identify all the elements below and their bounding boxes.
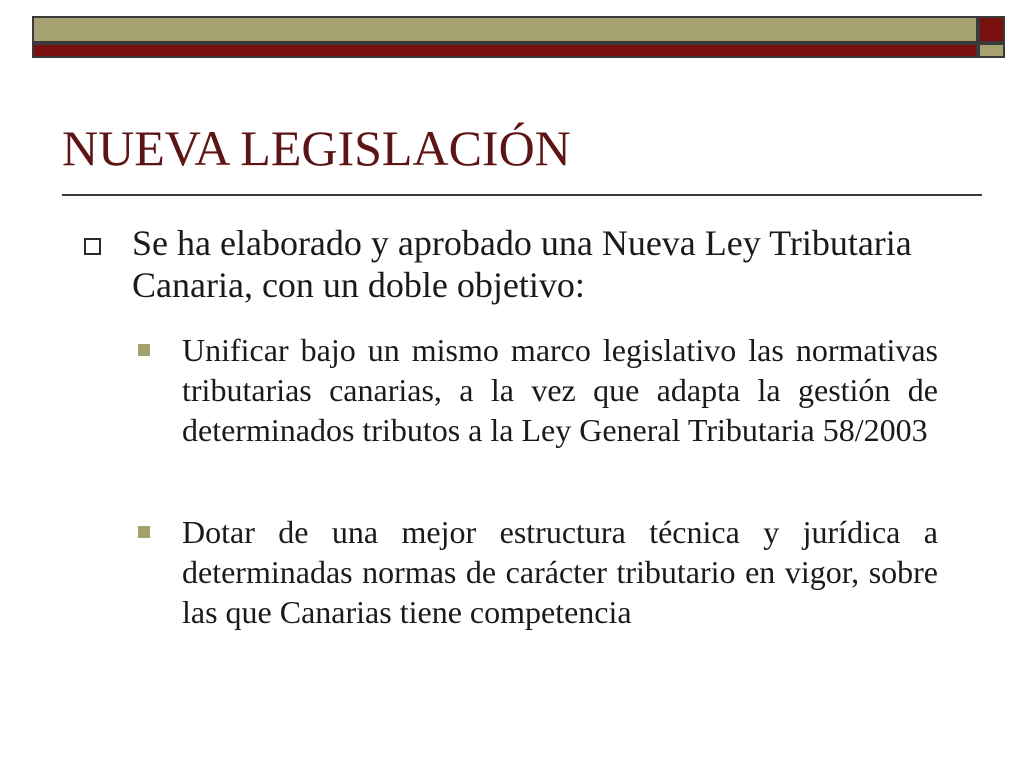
hollow-square-bullet-icon bbox=[84, 238, 101, 255]
sub-bullet-1-text: Unificar bajo un mismo marco legislativo las normativas tributarias canarias, a la vez que adapta la gestión de determinados tributos a la Ley General Tributaria 58/2003 bbox=[182, 332, 938, 448]
title-divider bbox=[62, 194, 982, 196]
header-square-olive bbox=[978, 43, 1005, 58]
main-bullet-text: Se ha elaborado y aprobado una Nueva Ley Tributaria Canaria, con un doble objetivo: bbox=[132, 223, 912, 305]
header-bar-olive bbox=[32, 16, 978, 43]
filled-square-bullet-icon bbox=[138, 526, 150, 538]
slide-title: NUEVA LEGISLACIÓN bbox=[62, 120, 571, 176]
filled-square-bullet-icon bbox=[138, 344, 150, 356]
header-square-maroon bbox=[978, 16, 1005, 43]
header-bar-maroon bbox=[32, 43, 978, 58]
sub-bullet-2-text: Dotar de una mejor estructura técnica y jurídica a determinadas normas de carácter tributario en vigor, sobre las que Canarias tiene competencia bbox=[182, 514, 938, 630]
